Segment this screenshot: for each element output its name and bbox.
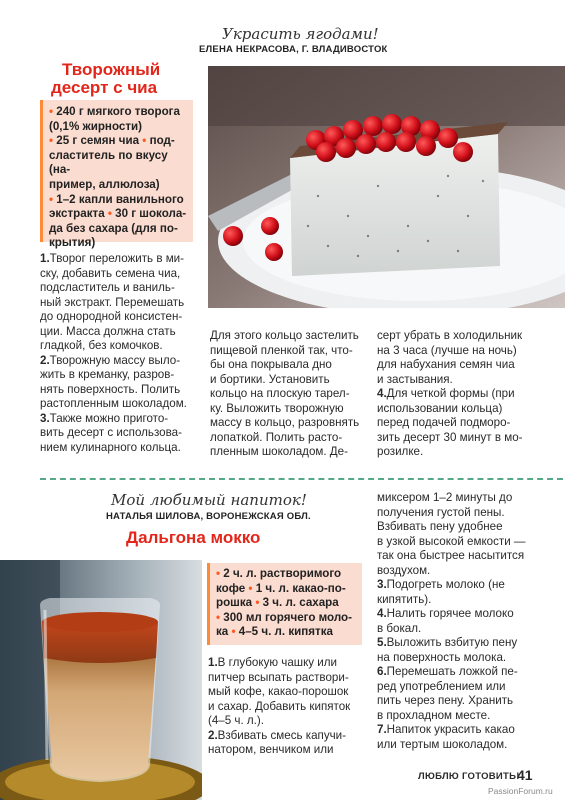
step-number: 5. bbox=[377, 636, 387, 649]
step-line: Для этого кольцо застелить bbox=[210, 329, 359, 342]
step-line: 6.Перемешать ложкой пе- bbox=[377, 665, 518, 678]
step-line: и застывания. bbox=[377, 372, 453, 386]
ingredient-line: крытия) bbox=[49, 236, 96, 250]
step-line: розилке. bbox=[377, 445, 424, 458]
step-line: жить в креманку, разров- bbox=[40, 368, 175, 381]
step-line: миксером 1–2 минуты до bbox=[377, 491, 513, 504]
step-line: массу в кольцо, разровнять bbox=[210, 416, 360, 429]
bullet-icon: • bbox=[49, 105, 54, 118]
step-line: (4–5 ч. л.). bbox=[208, 714, 264, 727]
step-number: 3. bbox=[377, 578, 387, 591]
step-line: гладкой, без комочков. bbox=[40, 339, 163, 352]
step-line: бы она покрывала дно bbox=[210, 358, 332, 371]
step-line: кипятить). bbox=[377, 592, 432, 606]
step-line: 3.Подогреть молоко (не bbox=[377, 578, 505, 591]
recipe2-column-2 bbox=[377, 491, 547, 752]
recipe1-ingredients bbox=[49, 105, 189, 251]
step-line: получения густой пены. bbox=[377, 505, 505, 519]
step-line: до однородной консистен- bbox=[40, 310, 183, 323]
step-line: для набухания семян чиа bbox=[377, 358, 515, 371]
bullet-icon: • bbox=[231, 625, 236, 639]
step-line: нять поверхность. Полить bbox=[40, 382, 181, 396]
recipe1-ingredients-box bbox=[40, 100, 193, 250]
step-line: перед подачей подморо- bbox=[377, 416, 511, 429]
bullet-icon: • bbox=[248, 581, 253, 595]
step-line: или тертым шоколадом. bbox=[377, 737, 508, 751]
magazine-name: ЛЮБЛЮ ГОТОВИТЬ! bbox=[418, 771, 520, 782]
recipe2-kicker: Мой любимый напиток! bbox=[111, 491, 307, 509]
ingredient-line: • 240 г мягкого творога bbox=[49, 105, 180, 118]
step-line: питчер всыпать раствори- bbox=[208, 670, 349, 684]
step-line: 4.Для четкой формы (при bbox=[377, 387, 515, 400]
step-line: кольцо на плоскую тарел- bbox=[210, 387, 350, 400]
step-line: 3.Также можно пригото- bbox=[40, 411, 169, 425]
step-line: на поверхность молока. bbox=[377, 650, 507, 664]
bullet-icon: • bbox=[255, 596, 260, 610]
step-number: 7. bbox=[377, 723, 387, 736]
ingredient-line: • 1–2 капли ванильного bbox=[49, 192, 184, 206]
ingredient-line: сластитель по вкусу (на- bbox=[49, 148, 168, 177]
recipe2-ingredients bbox=[216, 567, 358, 640]
step-line: воздухом. bbox=[377, 563, 431, 577]
step-number: 1. bbox=[208, 656, 218, 669]
recipe2-column-1 bbox=[208, 656, 373, 758]
step-line: и бортики. Установить bbox=[210, 372, 330, 386]
step-line: мый кофе, какао-порошок bbox=[208, 685, 349, 698]
ingredient-line: да без сахара (для по- bbox=[49, 221, 178, 235]
recipe1-column-2 bbox=[210, 329, 372, 460]
step-line: 2.Взбивать смесь капучи- bbox=[208, 728, 347, 742]
bullet-icon: • bbox=[107, 207, 112, 221]
step-line: серт убрать в холодильник bbox=[377, 329, 523, 342]
bullet-icon: • bbox=[216, 567, 221, 580]
recipe1-column-3 bbox=[377, 329, 539, 460]
step-line: ку. Выложить творожную bbox=[210, 401, 344, 415]
step-number: 4. bbox=[377, 607, 387, 620]
step-line: в узкой высокой емкости — bbox=[377, 534, 526, 548]
step-line: нием кулинарного кольца. bbox=[40, 440, 181, 454]
coffee-photo bbox=[0, 560, 202, 800]
ingredient-line: • 2 ч. л. растворимого bbox=[216, 567, 342, 580]
step-number: 4. bbox=[377, 387, 387, 400]
step-line: пленным шоколадом. Де- bbox=[210, 445, 348, 458]
step-line: 4.Налить горячее молоко bbox=[377, 607, 514, 620]
step-line: в прохладном месте. bbox=[377, 708, 491, 722]
step-line: растопленным шоколадом. bbox=[40, 397, 187, 410]
step-line: пищевой пленкой так, что- bbox=[210, 343, 353, 357]
step-number: 2. bbox=[208, 728, 218, 742]
recipe1-column-1 bbox=[40, 252, 202, 455]
step-line: 7.Напиток украсить какао bbox=[377, 723, 515, 736]
bullet-icon: • bbox=[49, 192, 54, 206]
recipe1-title-line1: Творожный bbox=[62, 60, 161, 79]
recipe1-author: ЕЛЕНА НЕКРАСОВА, Г. ВЛАДИВОСТОК bbox=[199, 44, 388, 55]
step-line: так она быстрее насытится bbox=[377, 549, 525, 562]
bullet-icon: • bbox=[216, 610, 221, 624]
step-line: вить десерт с использова- bbox=[40, 426, 182, 439]
ingredient-line: кофе • 1 ч. л. какао-по- bbox=[216, 581, 346, 595]
step-line: ции. Масса должна стать bbox=[40, 324, 176, 338]
step-line: 5.Выложить взбитую пену bbox=[377, 636, 518, 649]
step-line: 1.В глубокую чашку или bbox=[208, 656, 338, 669]
bullet-icon: • bbox=[49, 134, 54, 148]
step-line: зить десерт 30 минут в мо- bbox=[377, 430, 523, 444]
recipe1-title-line2: десерт с чиа bbox=[51, 78, 158, 97]
watermark: PassionForum.ru bbox=[488, 786, 553, 796]
step-line: ный экстракт. Перемешать bbox=[40, 295, 185, 309]
dessert-photo bbox=[208, 66, 565, 308]
step-line: на 3 часа (лучше на ночь) bbox=[377, 343, 517, 357]
step-line: Взбивать пену удобнее bbox=[377, 520, 503, 533]
step-number: 1. bbox=[40, 252, 50, 265]
ingredient-line: • 300 мл горячего моло- bbox=[216, 610, 352, 624]
step-line: ску, добавить семена чиа, bbox=[40, 266, 181, 280]
recipe2-title: Дальгона мокко bbox=[126, 528, 261, 547]
step-line: и сахар. Добавить кипяток bbox=[208, 699, 351, 713]
step-number: 3. bbox=[40, 411, 50, 425]
step-line: 1.Творог переложить в ми- bbox=[40, 252, 185, 265]
recipe2-ingredients-box bbox=[207, 563, 362, 645]
step-line: натором, венчиком или bbox=[208, 743, 334, 756]
step-number: 6. bbox=[377, 665, 387, 678]
ingredient-line: • 25 г семян чиа • под- bbox=[49, 134, 175, 148]
step-line: в бокал. bbox=[377, 621, 422, 635]
step-line: подсластитель и ваниль- bbox=[40, 281, 175, 294]
ingredient-line: экстракта • 30 г шокола- bbox=[49, 207, 187, 221]
page-number: 41 bbox=[517, 767, 533, 783]
step-line: ред употреблением или bbox=[377, 679, 506, 693]
ingredient-line: ка • 4–5 ч. л. кипятка bbox=[216, 625, 333, 639]
section-divider bbox=[40, 478, 563, 480]
ingredient-line: пример, аллюлоза) bbox=[49, 177, 160, 191]
ingredient-line: рошка • 3 ч. л. сахара bbox=[216, 596, 339, 610]
step-line: лопаткой. Полить расто- bbox=[210, 430, 343, 444]
step-number: 2. bbox=[40, 353, 50, 367]
bullet-icon: • bbox=[142, 134, 147, 148]
step-line: 2.Творожную массу выло- bbox=[40, 353, 181, 367]
step-line: пить через пену. Хранить bbox=[377, 694, 514, 707]
recipe2-author: НАТАЛЬЯ ШИЛОВА, ВОРОНЕЖСКАЯ ОБЛ. bbox=[106, 511, 311, 522]
ingredient-line: (0,1% жирности) bbox=[49, 119, 142, 133]
recipe1-kicker: Украсить ягодами! bbox=[222, 25, 379, 43]
step-line: использовании кольца) bbox=[377, 401, 503, 415]
